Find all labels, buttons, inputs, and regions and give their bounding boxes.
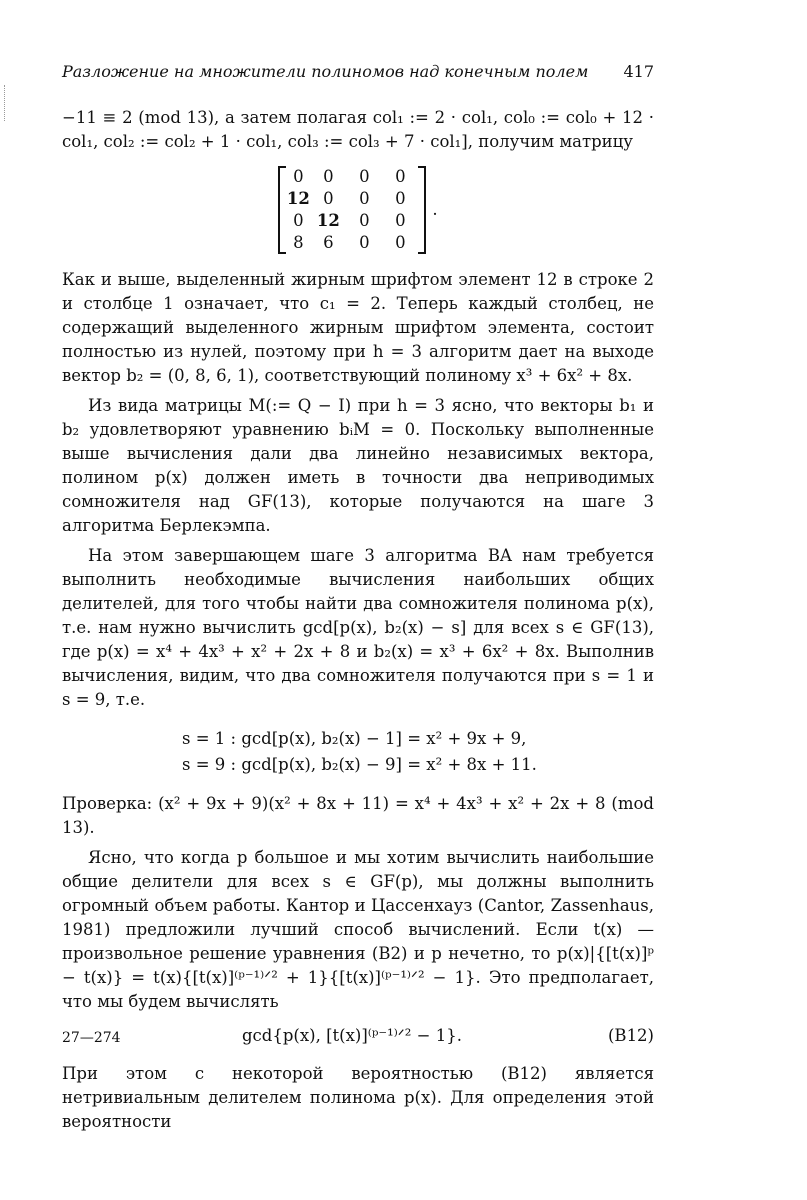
- margin-mark: [4, 85, 6, 121]
- equation-block: [182, 726, 654, 778]
- matrix-block: [62, 166, 654, 254]
- matrix-cell: 0: [359, 233, 370, 252]
- page-body: [62, 60, 654, 1134]
- matrix-cell: 0: [359, 211, 370, 230]
- running-header: [62, 60, 654, 84]
- paragraph-2: Как и выше, выделенный жирным шрифтом элемент 12 в строке 2 и столбце 1 означает, что c₁ = 2. Теперь каждый столбец, не содержащий выделенного жирным шрифтом элемента, состоит полностью из нулей, поэтому при h = 3 алгоритм дает на выходе вектор b₂ = (0, 8, 6, 1), соответствующий полиному x³ + 6x² + 8x.: [62, 270, 654, 385]
- matrix-table: [286, 166, 418, 254]
- paragraph-1: −11 ≡ 2 (mod 13), а затем полагая col₁ := 2 · col₁, col₀ := col₀ + 12 · col₁, col₂ := col₂ + 1 · col₁, col₃ := col₃ + 7 · col₁], получим матрицу: [62, 108, 654, 151]
- header-title: Разложение на множители полиномов над конечным полем: [62, 62, 589, 81]
- matrix-cell: 0: [395, 167, 406, 186]
- matrix-cell: 6: [323, 233, 334, 252]
- signature-mark: 27—274: [62, 1030, 121, 1046]
- matrix-cell: 0: [395, 233, 406, 252]
- matrix-row: [286, 210, 418, 232]
- matrix-cell-bold: 12: [316, 211, 340, 230]
- matrix-row: [286, 188, 418, 210]
- paragraph-7: При этом с некоторой вероятностью (B12) является нетривиальным делителем полинома p(x). Для определения этой вероятности: [62, 1064, 654, 1131]
- equation-s9: s = 9 : gcd[p(x), b₂(x) − 9] = x² + 8x + 11.: [182, 755, 537, 774]
- matrix-cell: 0: [359, 167, 370, 186]
- matrix-period: .: [432, 200, 438, 219]
- matrix-cell: 0: [323, 167, 334, 186]
- matrix-row: [286, 166, 418, 188]
- equation-s1: s = 1 : gcd[p(x), b₂(x) − 1] = x² + 9x + 9,: [182, 729, 527, 748]
- matrix-cell: 0: [395, 211, 406, 230]
- matrix: [278, 166, 437, 254]
- equation-b12-label: (B12): [608, 1026, 654, 1045]
- matrix-cell: 0: [323, 189, 334, 208]
- matrix-cell: 0: [395, 189, 406, 208]
- matrix-row: [286, 232, 418, 254]
- paragraph-6: Ясно, что когда p большое и мы хотим вычислить наибольшие общие делители для всех s ∈ GF(p), мы должны выполнить огромный объем работы. Кантор и Цассенхауз (Cantor, Zassenhaus, 1981) предложили лучший способ вычислений. Если t(x) — произвольное решение уравнения (B2) и p нечетно, то p(x)|{[t(x)]ᵖ − t(x)} = t(x){[t(x)]⁽ᵖ⁻¹⁾ᐟ² + 1}{[t(x)]⁽ᵖ⁻¹⁾ᐟ² − 1}. Это предполагает, что мы будем вычислять: [62, 848, 654, 1011]
- paragraph-3: Из вида матрицы M(:= Q − I) при h = 3 ясно, что векторы b₁ и b₂ удовлетворяют уравнению bᵢM = 0. Поскольку выполненные выше вычисления дали два линейно независимых вектора, полином p(x) должен иметь в точности два неприводимых сомножителя над GF(13), которые получаются на шаге 3 алгоритма Берлекэмпа.: [62, 396, 654, 535]
- paragraph-check: Проверка: (x² + 9x + 9)(x² + 8x + 11) = x⁴ + 4x³ + x² + 2x + 8 (mod 13).: [62, 794, 654, 837]
- matrix-cell-bold: 12: [286, 189, 310, 208]
- equation-b12: [62, 1024, 654, 1048]
- matrix-cell: 0: [359, 189, 370, 208]
- matrix-left-bracket: [278, 166, 286, 254]
- matrix-right-bracket: [418, 166, 426, 254]
- paragraph-4: На этом завершающем шаге 3 алгоритма BA нам требуется выполнить необходимые вычисления наибольших общих делителей, для того чтобы найти два сомножителя полинома p(x), т.е. нам нужно вычислить gcd[p(x), b₂(x) − s] для всех s ∈ GF(13), где p(x) = x⁴ + 4x³ + x² + 2x + 8 и b₂(x) = x³ + 6x² + 8x. Выполнив вычисления, видим, что два сомножителя получаются при s = 1 и s = 9, т.е.: [62, 546, 654, 709]
- matrix-cell: 0: [293, 211, 304, 230]
- page-number: 417: [623, 62, 654, 81]
- matrix-cell: 8: [293, 233, 304, 252]
- matrix-cell: 0: [293, 167, 304, 186]
- equation-b12-body: gcd{p(x), [t(x)]⁽ᵖ⁻¹⁾ᐟ² − 1}.: [242, 1026, 462, 1045]
